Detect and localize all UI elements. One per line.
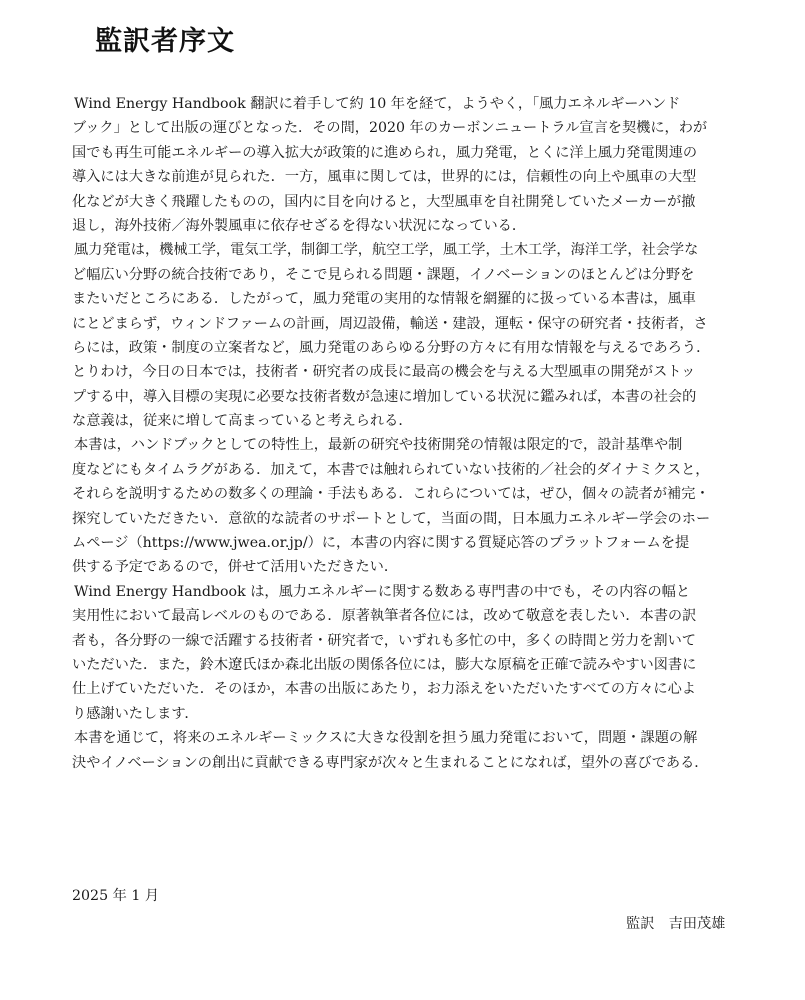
text-line: 導入には大きな前進が見られた．一方，風車に関しては，世界的には，信頼性の向上や風車の大型	[72, 169, 697, 186]
preface-date: 2025 年 1 月	[72, 888, 160, 904]
text-line: いただいた．また，鈴木遼氏ほか森北出版の関係各位には，膨大な原稿を正確で読みやすい図書に	[72, 656, 697, 673]
paragraph-5	[72, 726, 762, 775]
text-line: 探究していただきたい．意欲的な読者のサポートとして，当面の間，日本風力エネルギー学会のホー	[72, 510, 711, 527]
text-line: ムページ（https://www.jwea.or.jp/）に，本書の内容に関する質疑応答のプラットフォームを提	[72, 535, 690, 552]
text-line: 化などが大きく飛躍したものの，国内に目を向けると，大型風車を自社開発していたメーカーが撤	[72, 193, 696, 210]
text-line: にとどまらず，ウィンドファームの計画，周辺設備，輸送・建設，運転・保守の研究者・技術者，さ	[72, 315, 708, 332]
text-line: Wind Energy Handbook は，風力エネルギーに関する数ある専門書の中でも，その内容の幅と	[74, 583, 691, 600]
text-line: 仕上げていただいた．そのほか，本書の出版にあたり，お力添えをいただいたすべての方々に心よ	[72, 681, 696, 698]
paragraph-1	[72, 92, 762, 238]
text-line: 者も，各分野の一線で活躍する技術者・研究者で，いずれも多忙の中，多くの時間と労力を割いて	[72, 632, 696, 649]
text-line: な意義は，従来に増して高まっていると考えられる．	[72, 413, 413, 430]
text-line: Wind Energy Handbook 翻訳に着手して約 10 年を経て，ようやく，「風力エネルギーハンド	[74, 96, 681, 112]
paragraph-4	[72, 580, 762, 726]
text-line: 風力発電は，機械工学，電気工学，制御工学，航空工学，風工学，土木工学，海洋工学，社会学な	[74, 242, 699, 259]
text-line: 度などにもタイムラグがある．加えて，本書では触れられていない技術的／社会的ダイナミクスと，	[72, 461, 710, 478]
text-line: らには，政策・制度の立案者など，風力発電のあらゆる分野の方々に有用な情報を与えるであろう．	[72, 339, 711, 356]
text-line: り感謝いたします．	[72, 705, 199, 722]
text-line: それらを説明するための数多くの理論・手法もある．これらについては，ぜひ，個々の読者が補完・	[72, 486, 710, 503]
text-line: プする中，導入目標の実現に必要な技術者数が急速に増加している状況に鑑みれば，本書の社会的	[72, 388, 697, 405]
paragraph-2	[72, 238, 762, 433]
text-line: 退し，海外技術／海外製風車に依存せざるを得ない状況になっている．	[72, 217, 527, 234]
text-line: 本書を通じて，将来のエネルギーミックスに大きな役割を担う風力発電において，問題・課題の解	[74, 730, 698, 747]
translator-signature: 監訳 吉田茂雄	[626, 916, 726, 932]
text-line: ど幅広い分野の統合技術であり，そこで見られる問題・課題，イノベーションのほとんどは分野を	[72, 266, 695, 283]
preface-body	[72, 92, 762, 775]
text-line: 供する予定であるので，併せて活用いただきたい．	[72, 559, 399, 576]
text-line: 実用性において最高レベルのものである．原著執筆者各位には，改めて敬意を表したい．本書の訳	[72, 608, 697, 625]
text-line: 本書は，ハンドブックとしての特性上，最新の研究や技術開発の情報は限定的で，設計基準や制	[74, 437, 683, 454]
text-line: またいだところにある．したがって，風力発電の実用的な情報を網羅的に扱っている本書は，風車	[72, 291, 696, 308]
paragraph-3	[72, 433, 762, 579]
text-line: 国でも再生可能エネルギーの導入拡大が政策的に進められ，風力発電，とくに洋上風力発電関連の	[72, 144, 698, 161]
page-title: 監訳者序文	[95, 26, 235, 57]
text-line: とりわけ，今日の日本では，技術者・研究者の成長に最高の機会を与える大型風車の開発がストッ	[72, 364, 696, 381]
text-line: 決やイノベーションの創出に貢献できる専門家が次々と生まれることになれば，望外の喜びである．	[72, 754, 709, 771]
text-line: ブック」として出版の運びとなった．その間，2020 年のカーボンニュートラル宣言を契機に，わが	[72, 120, 708, 137]
